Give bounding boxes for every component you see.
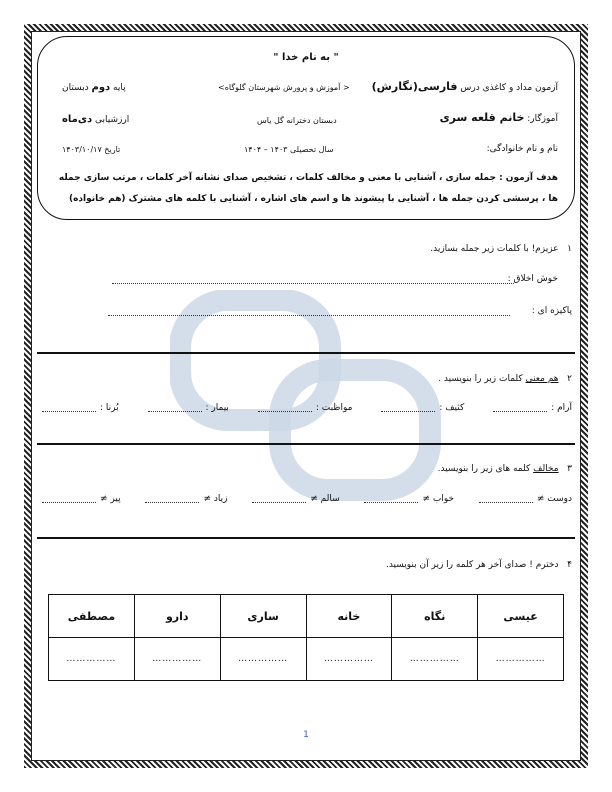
q4-number: ۴ (567, 560, 572, 570)
q2-blank[interactable] (148, 404, 202, 412)
q4-table (48, 594, 564, 681)
q2-prompt-rest: کلمات زیر را بنویسید . (438, 374, 523, 384)
q3-blank[interactable] (42, 495, 96, 503)
q3-prompt-line (438, 464, 572, 474)
teacher-name: خانم قلعه سری (439, 111, 525, 124)
q2-blank[interactable] (493, 404, 547, 412)
q3-item (145, 494, 227, 504)
evaluation-line (62, 114, 129, 125)
subject: فارسی(نگارش) (371, 80, 458, 93)
q2-word: کثیف : (439, 403, 465, 413)
q1-prompt-line (430, 244, 572, 254)
bismillah: " به نام خدا " (273, 52, 339, 63)
section-divider-1 (37, 352, 575, 354)
q4-answer-cell[interactable]: …………… (478, 638, 564, 681)
q2-item (381, 403, 464, 413)
watermark-logo (170, 290, 445, 505)
evaluation-month: دی‌ماه (62, 114, 93, 125)
exam-date: تاریخ ۱۴۰۳/۱۰/۱۷ (62, 145, 121, 154)
q1-answer-line-1[interactable] (112, 283, 514, 284)
q2-number: ۲ (567, 374, 572, 384)
q3-word: دوست ≠ (536, 494, 572, 504)
q4-word: مصطفی (49, 595, 135, 638)
q3-item (252, 494, 339, 504)
evaluation-label: ارزشیابی (95, 115, 130, 125)
q4-word: خانه (306, 595, 392, 638)
q4-answer-cell[interactable]: …………… (220, 638, 306, 681)
q4-answer-cell[interactable]: …………… (134, 638, 220, 681)
q3-word: پیر ≠ (100, 494, 121, 504)
q1-prompt: عزیزم! با کلمات زیر جمله بسازید. (430, 244, 559, 254)
student-name-label: نام و نام خانوادگی: (486, 144, 558, 154)
q3-word-row (42, 494, 572, 504)
q2-word: آرام : (551, 403, 572, 413)
q2-word: بُرنا : (100, 403, 119, 413)
q1-answer-line-2[interactable] (108, 315, 510, 316)
q2-prompt-underlined: هم معنی (525, 374, 559, 384)
q2-blank[interactable] (381, 404, 435, 412)
q2-item (148, 403, 229, 413)
page-number: 1 (303, 730, 309, 740)
q4-prompt: دخترم ! صدای آخر هر کلمه را زیر آن بنویسید. (385, 560, 559, 570)
q3-item (479, 494, 572, 504)
q2-item (493, 403, 572, 413)
q4-word: عیسی (478, 595, 564, 638)
grade: دوم (91, 82, 111, 93)
q3-prompt-underlined: مخالف (533, 464, 559, 474)
q2-prompt-line (438, 374, 572, 384)
exam-title: آزمون مداد و کاغذی درس (460, 83, 558, 93)
q3-word: خواب ≠ (422, 494, 455, 504)
q3-item (42, 494, 121, 504)
q1-word-2: پاکیزه ای : (531, 306, 572, 316)
exam-title-line (372, 80, 558, 93)
section-divider-2 (37, 443, 575, 445)
q3-item (364, 494, 454, 504)
q4-word-row (49, 595, 564, 638)
q2-blank[interactable] (258, 404, 312, 412)
teacher-label: آموزگار: (527, 114, 558, 124)
q2-item (258, 403, 353, 413)
q2-word: مواظبت : (315, 403, 353, 413)
q4-answer-cell[interactable]: …………… (49, 638, 135, 681)
grade-prefix: پایه (113, 83, 126, 93)
q4-word: دارو (134, 595, 220, 638)
q2-word: بیمار : (205, 403, 229, 413)
q3-word: زیاد ≠ (203, 494, 228, 504)
q2-word-row (42, 403, 572, 413)
q1-word-1: خوش اخلاق : (507, 274, 558, 284)
teacher-line (440, 111, 558, 124)
q3-blank[interactable] (252, 495, 306, 503)
q4-prompt-line (386, 560, 572, 570)
section-divider-3 (37, 537, 575, 539)
q3-prompt-rest: کلمه های زیر را بنویسید. (437, 464, 531, 474)
q3-blank[interactable] (145, 495, 199, 503)
grade-suffix: دبستان (62, 83, 89, 93)
q4-word: ساری (220, 595, 306, 638)
q3-blank[interactable] (364, 495, 418, 503)
q4-answer-row (49, 638, 564, 681)
q2-blank[interactable] (42, 404, 96, 412)
q1-number: ۱ (567, 244, 572, 254)
q3-word: سالم ≠ (310, 494, 340, 504)
department: < آموزش و پرورش شهرستان گلوگاه> (218, 83, 350, 92)
school-name: دبستان دخترانه گل یاس (257, 116, 337, 125)
grade-line (62, 82, 126, 93)
q4-word: نگاه (392, 595, 478, 638)
q3-number: ۳ (567, 464, 572, 474)
q2-item (42, 403, 119, 413)
exam-goal: هدف آزمون : جمله سازی ، آشنایی با معنی و مخالف کلمات ، تشخیص صدای نشانه آخر کلمات ، مرتب سازی جمله ها ، پرسشی کردن جمله ها ، آشنایی با پیشوند ها و اسم های اشاره ، آشنایی با کلمه های مشترک (هم خانواده) (58, 173, 558, 204)
q4-answer-cell[interactable]: …………… (306, 638, 392, 681)
q4-answer-cell[interactable]: …………… (392, 638, 478, 681)
academic-year: سال تحصیلی ۱۴۰۳ – ۱۴۰۴ (244, 145, 334, 154)
q3-blank[interactable] (479, 495, 533, 503)
